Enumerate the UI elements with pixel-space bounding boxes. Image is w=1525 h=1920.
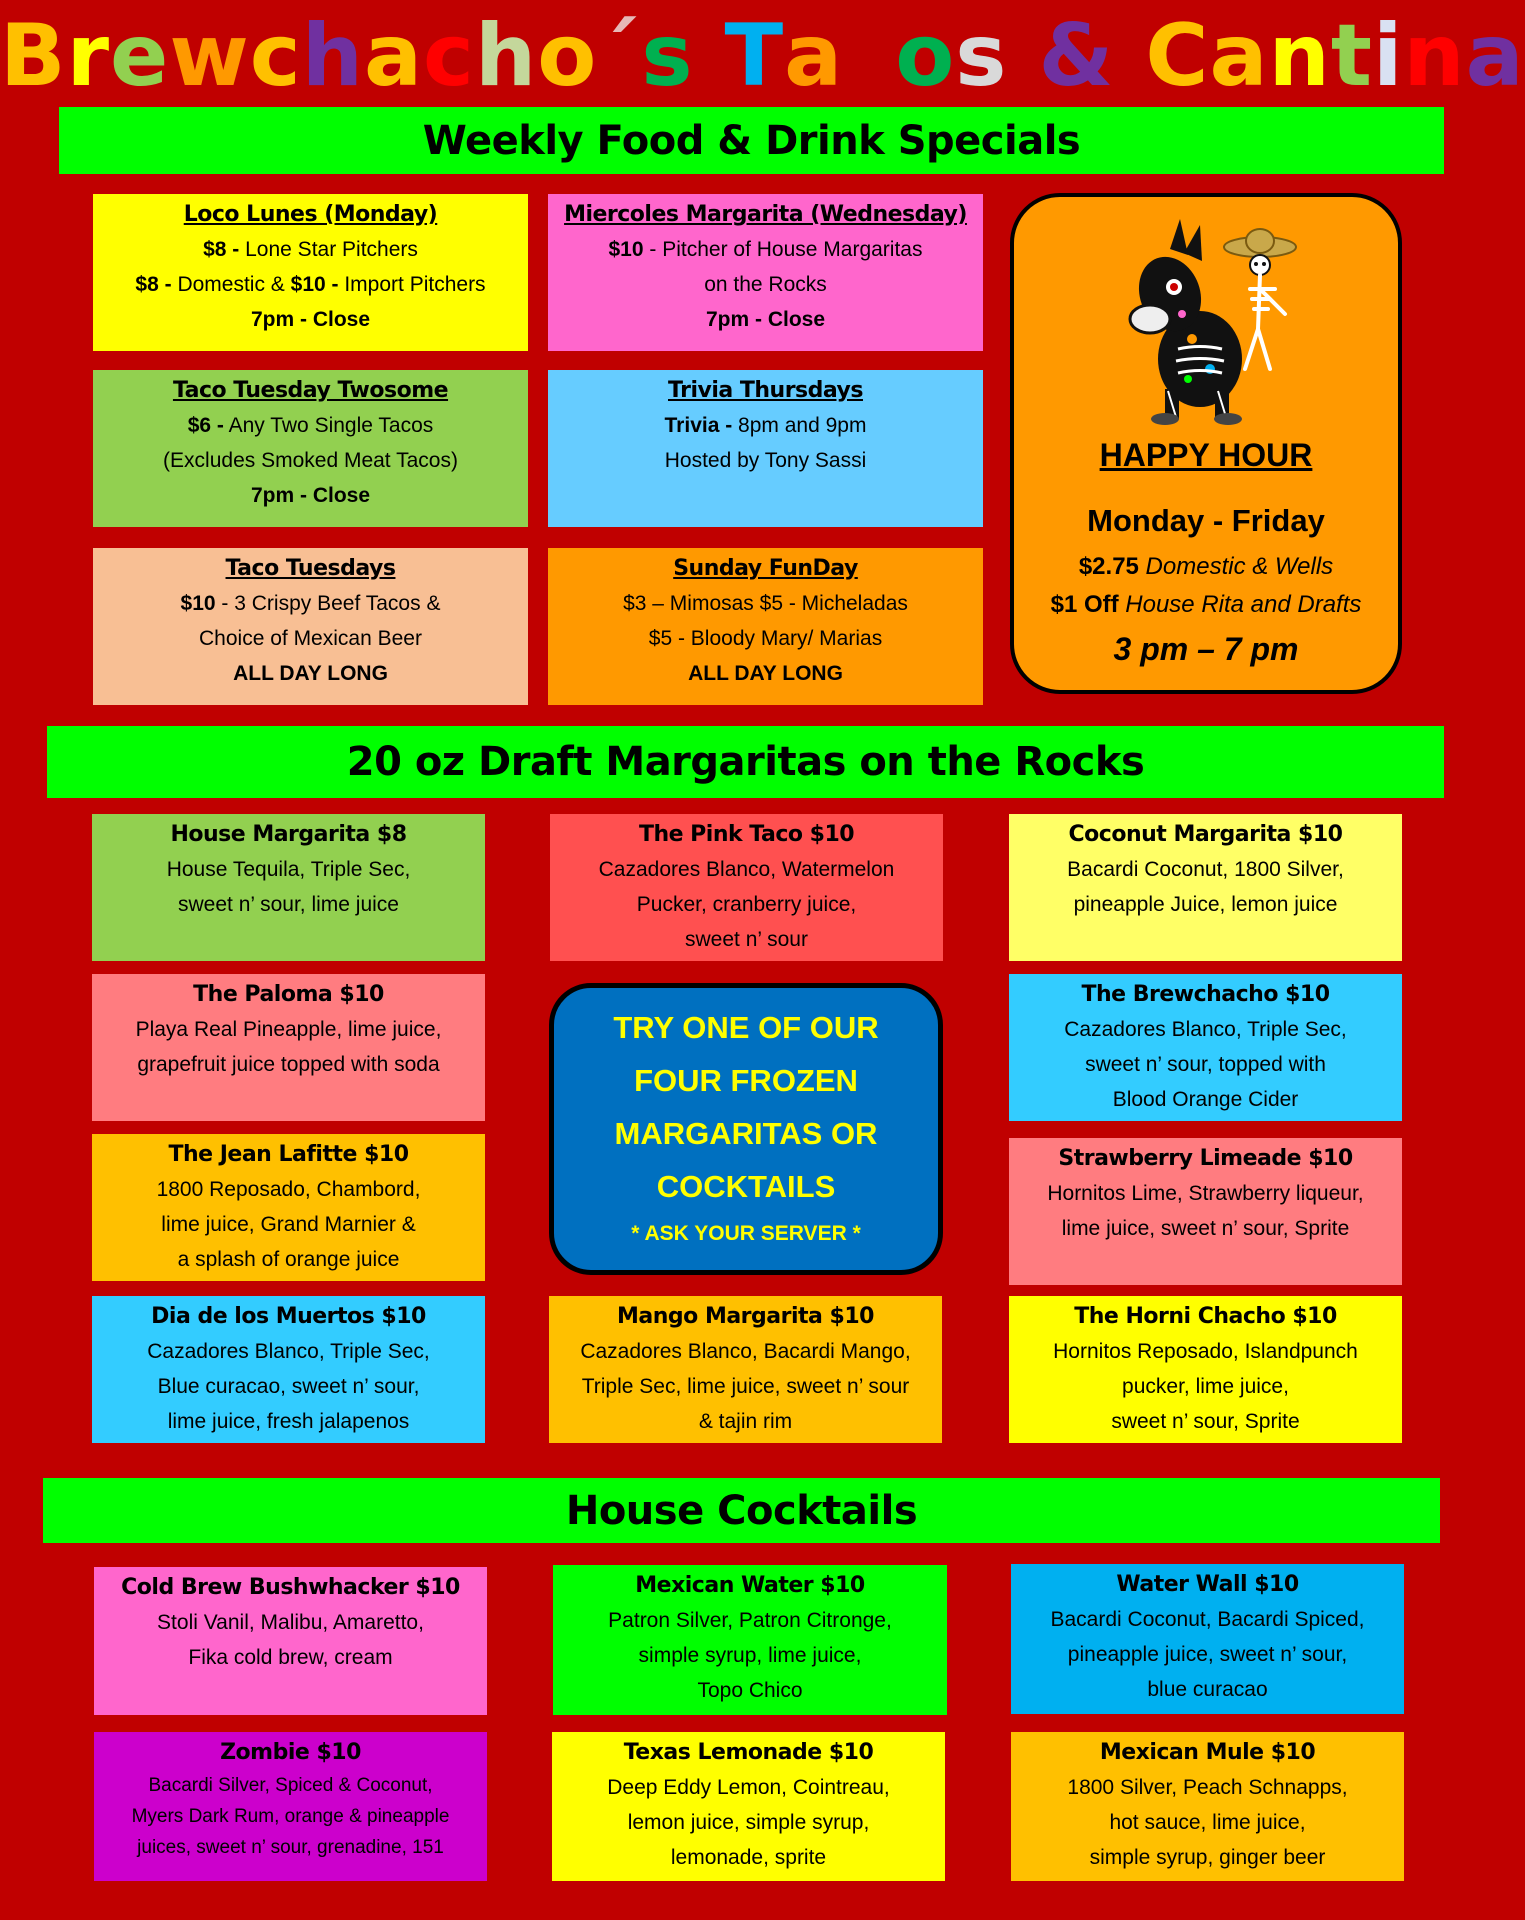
- drink-water-wall: Water Wall $10 Bacardi Coconut, Bacardi Spiced, pineapple juice, sweet n’ sour, blue curacao: [1011, 1564, 1404, 1714]
- drink-name: Zombie $10: [220, 1740, 361, 1765]
- title-letter: a: [1209, 6, 1269, 106]
- title-letter: r: [66, 6, 110, 106]
- restaurant-title: [0, 6, 1525, 106]
- title-letter: [694, 8, 725, 104]
- section-house-cocktails: House Cocktails: [43, 1478, 1440, 1543]
- title-letter: o: [537, 6, 598, 106]
- drink-mexican-water: Mexican Water $10 Patron Silver, Patron Citronge, simple syrup, lime juice, Topo Chico: [553, 1565, 947, 1715]
- title-letter: h: [301, 6, 364, 106]
- title-letter: c: [249, 6, 302, 106]
- happy-hour-time: 3 pm – 7 pm: [1113, 631, 1299, 667]
- drink-dia-de-los-muertos: Dia de los Muertos $10 Cazadores Blanco, Triple Sec, Blue curacao, sweet n’ sour, lime juice, fresh jalapenos: [92, 1296, 485, 1443]
- title-letter: C: [1145, 6, 1210, 106]
- drink-name: Mexican Mule $10: [1099, 1740, 1316, 1765]
- special-miercoles-margarita: Miercoles Margarita (Wednesday) $10 - Pitcher of House Margaritas on the Rocks 7pm - Close: [548, 194, 983, 351]
- drink-jean-lafitte: The Jean Lafitte $10 1800 Reposado, Chambord, lime juice, Grand Marnier & a splash of orange juice: [92, 1134, 485, 1281]
- title-letter: B: [0, 6, 67, 106]
- title-letter: o: [895, 6, 956, 106]
- drink-house-margarita: House Margarita $8 House Tequila, Triple Sec, sweet n’ sour, lime juice: [92, 814, 485, 961]
- frozen-line: TRY ONE OF OUR: [613, 1010, 879, 1045]
- drink-name: The Pink Taco $10: [638, 822, 855, 847]
- drink-name: Water Wall $10: [1116, 1572, 1299, 1597]
- title-letter: h: [475, 6, 538, 106]
- title-letter: i: [1372, 6, 1404, 106]
- title-letter: s: [955, 6, 1008, 106]
- special-title: Loco Lunes (Monday): [183, 202, 438, 227]
- frozen-line: FOUR FROZEN: [634, 1063, 858, 1098]
- title-letter: a: [784, 6, 844, 106]
- happy-hour-title: HAPPY HOUR: [1099, 437, 1313, 473]
- special-title: Miercoles Margarita (Wednesday): [564, 202, 967, 227]
- special-title: Taco Tuesdays: [225, 556, 396, 581]
- special-taco-tuesday-twosome: Taco Tuesday Twosome $6 - Any Two Single Tacos (Excludes Smoked Meat Tacos) 7pm - Close: [93, 370, 528, 527]
- drink-name: Coconut Margarita $10: [1068, 822, 1343, 847]
- drink-pink-taco: The Pink Taco $10 Cazadores Blanco, Watermelon Pucker, cranberry juice, sweet n’ sour: [550, 814, 943, 961]
- title-letter: t: [1330, 6, 1373, 106]
- drink-strawberry-limeade: Strawberry Limeade $10 Hornitos Lime, Strawberry liqueur, lime juice, sweet n’ sour, Sprite: [1009, 1138, 1402, 1285]
- drink-brewchacho: The Brewchacho $10 Cazadores Blanco, Triple Sec, sweet n’ sour, topped with Blood Orange Cider: [1009, 974, 1402, 1121]
- happy-hour-days: Monday - Friday: [1087, 503, 1325, 538]
- drink-mango-margarita: Mango Margarita $10 Cazadores Blanco, Bacardi Mango, Triple Sec, lime juice, sweet n’ sour & tajin rim: [549, 1296, 942, 1443]
- drink-name: The Jean Lafitte $10: [168, 1142, 409, 1167]
- frozen-note: * ASK YOUR SERVER *: [631, 1222, 861, 1245]
- special-sunday-funday: Sunday FunDay $3 – Mimosas $5 - Micheladas $5 - Bloody Mary/ Marias ALL DAY LONG: [548, 548, 983, 705]
- title-letter: a: [363, 6, 424, 106]
- title-letter: &: [1038, 6, 1115, 106]
- title-letter: ´: [597, 6, 642, 106]
- drink-mexican-mule: Mexican Mule $10 1800 Silver, Peach Schnapps, hot sauce, lime juice, simple syrup, ginger beer: [1011, 1732, 1404, 1881]
- drink-name: Strawberry Limeade $10: [1058, 1146, 1353, 1171]
- title-letter: T: [724, 6, 785, 106]
- happy-hour-panel: [1010, 193, 1402, 694]
- special-loco-lunes: Loco Lunes (Monday) $8 - Lone Star Pitchers $8 - Domestic & $10 - Import Pitchers 7pm - Close: [93, 194, 528, 351]
- title-letter: s: [641, 6, 694, 106]
- frozen-margaritas-callout: [549, 983, 943, 1275]
- drink-name: The Paloma $10: [193, 982, 384, 1007]
- section-weekly-specials: Weekly Food & Drink Specials: [59, 107, 1444, 174]
- drink-paloma: The Paloma $10 Playa Real Pineapple, lime juice, grapefruit juice topped with soda: [92, 974, 485, 1121]
- drink-name: Texas Lemonade $10: [623, 1740, 874, 1765]
- frozen-line: MARGARITAS OR: [614, 1116, 878, 1151]
- title-letter: w: [169, 6, 250, 106]
- title-letter: c: [423, 6, 476, 106]
- happy-hour-rita: $1 Off House Rita and Drafts: [1050, 591, 1362, 618]
- happy-hour-domestic: $2.75 Domestic & Wells: [1078, 553, 1334, 580]
- title-letter: [1008, 8, 1039, 104]
- title-letter: a: [1465, 6, 1525, 106]
- section-draft-margaritas: 20 oz Draft Margaritas on the Rocks: [47, 726, 1444, 798]
- drink-cold-brew-bushwhacker: Cold Brew Bushwhacker $10 Stoli Vanil, Malibu, Amaretto, Fika cold brew, cream: [94, 1567, 487, 1715]
- drink-coconut-margarita: Coconut Margarita $10 Bacardi Coconut, 1800 Silver, pineapple Juice, lemon juice: [1009, 814, 1402, 961]
- drink-name: Mango Margarita $10: [617, 1304, 874, 1329]
- title-letter: c: [843, 6, 896, 106]
- title-letter: [1114, 8, 1145, 104]
- drink-name: The Horni Chacho $10: [1074, 1304, 1337, 1329]
- special-title: Taco Tuesday Twosome: [172, 378, 449, 403]
- title-letter: e: [109, 6, 170, 106]
- drink-name: Cold Brew Bushwhacker $10: [121, 1575, 460, 1600]
- title-letter: n: [1268, 6, 1331, 106]
- special-title: Trivia Thursdays: [668, 378, 863, 403]
- drink-zombie: Zombie $10 Bacardi Silver, Spiced & Coconut, Myers Dark Rum, orange & pineapple juices, sweet n’ sour, grenadine, 151: [94, 1732, 487, 1881]
- special-trivia-thursdays: Trivia Thursdays Trivia - 8pm and 9pm Hosted by Tony Sassi: [548, 370, 983, 527]
- donkey-skeleton-illustration: [1110, 219, 1310, 429]
- drink-name: House Margarita $8: [170, 822, 407, 847]
- special-title: Sunday FunDay: [673, 556, 858, 581]
- drink-horni-chacho: The Horni Chacho $10 Hornitos Reposado, Islandpunch pucker, lime juice, sweet n’ sour, Sprite: [1009, 1296, 1402, 1443]
- special-taco-tuesdays: Taco Tuesdays $10 - 3 Crispy Beef Tacos & Choice of Mexican Beer ALL DAY LONG: [93, 548, 528, 705]
- drink-texas-lemonade: Texas Lemonade $10 Deep Eddy Lemon, Cointreau, lemon juice, simple syrup, lemonade, sprite: [552, 1732, 945, 1881]
- frozen-line: COCKTAILS: [656, 1169, 836, 1204]
- drink-name: Mexican Water $10: [635, 1573, 865, 1598]
- drink-name: Dia de los Muertos $10: [151, 1304, 426, 1329]
- title-letter: n: [1403, 6, 1466, 106]
- drink-name: The Brewchacho $10: [1081, 982, 1330, 1007]
